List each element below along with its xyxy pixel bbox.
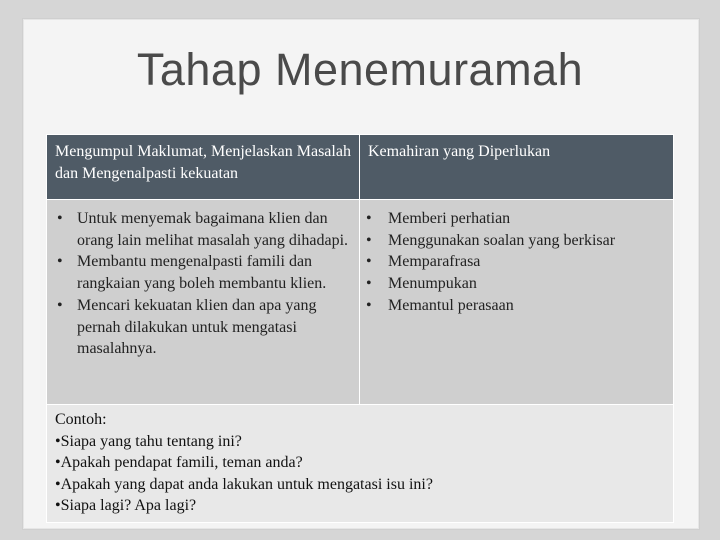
table-header-row [47, 135, 673, 199]
list-item: • Menumpukan [360, 273, 673, 295]
example-line: •Apakah pendapat famili, teman anda? [55, 454, 303, 471]
list-item: • Memantul perasaan [360, 295, 673, 317]
bullet-icon: • [366, 253, 372, 271]
bullet-icon: • [366, 296, 372, 314]
bullet-icon: • [366, 275, 372, 293]
skills-list [360, 200, 673, 317]
example-row [47, 404, 673, 522]
list-item: • Memparafrasa [360, 251, 673, 273]
bullet-icon: • [366, 210, 372, 227]
list-item: • Mencari kekuatan klien dan apa yang pernah dilakukan untuk mengatasi masalahnya. [57, 296, 317, 358]
header-cell-gathering: Mengumpul Maklumat, Menjelaskan Masalah dan Mengenalpasti kekuatan [47, 135, 360, 199]
list-item: • Untuk menyemak bagaimana klien dan orang lain melihat masalah yang dihadapi. [57, 210, 349, 249]
purpose-cell [47, 200, 360, 404]
example-line: •Apakah yang dapat anda lakukan untuk mengatasi isu ini? [55, 475, 433, 493]
example-line: •Siapa lagi? Apa lagi? [55, 497, 197, 514]
bullet-icon: • [57, 253, 63, 271]
list-item: • Menggunakan soalan yang berkisar [360, 230, 673, 252]
content-table [46, 134, 674, 523]
table-body-row [47, 199, 673, 404]
header-cell-skills: Kemahiran yang Diperlukan [368, 143, 551, 160]
bullet-icon: • [57, 210, 63, 227]
bullet-icon: • [57, 296, 63, 314]
bullet-icon: • [366, 231, 372, 249]
example-line: •Siapa yang tahu tentang ini? [55, 432, 242, 450]
example-heading: Contoh: [55, 411, 107, 428]
slide-title: Tahap Menemuramah [136, 44, 584, 95]
skills-cell [360, 200, 673, 404]
purpose-list [47, 200, 359, 360]
list-item: • Membantu mengenalpasti famili dan rangkaian yang boleh membantu klien. [57, 253, 327, 293]
list-item: • Memberi perhatian [360, 208, 673, 230]
